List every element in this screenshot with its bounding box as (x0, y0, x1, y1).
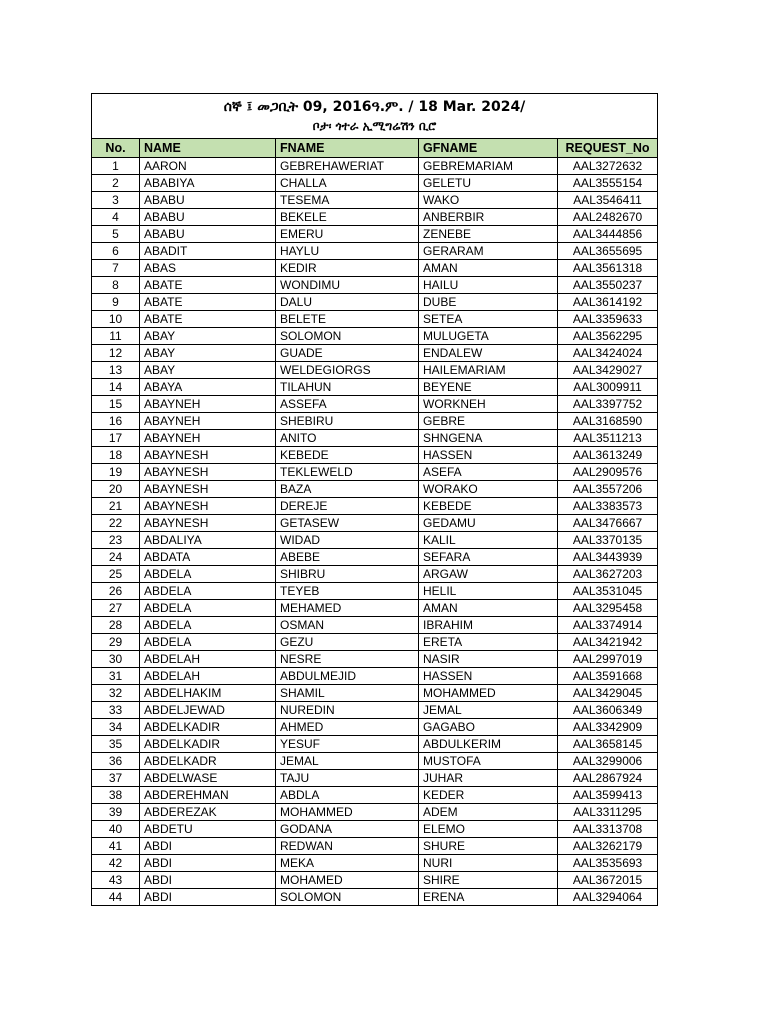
cell-name: ABDELAH (140, 668, 276, 685)
column-header-request: REQUEST_No (558, 139, 658, 158)
cell-request: AAL3535693 (558, 855, 658, 872)
cell-request: AAL3429045 (558, 685, 658, 702)
cell-no: 29 (92, 634, 140, 651)
cell-request: AAL2997019 (558, 651, 658, 668)
cell-gfname: HAILU (419, 277, 558, 294)
cell-name: ABAYNEH (140, 430, 276, 447)
table-row (92, 855, 658, 872)
table-row (92, 430, 658, 447)
appointment-table (91, 93, 658, 906)
cell-no: 2 (92, 175, 140, 192)
cell-fname: SHAMIL (276, 685, 419, 702)
column-header-fname: FNAME (276, 139, 419, 158)
cell-fname: KEDIR (276, 260, 419, 277)
table-body (92, 158, 658, 906)
column-header-name: NAME (140, 139, 276, 158)
cell-no: 42 (92, 855, 140, 872)
cell-no: 16 (92, 413, 140, 430)
table-row (92, 787, 658, 804)
cell-request: AAL3627203 (558, 566, 658, 583)
cell-fname: YESUF (276, 736, 419, 753)
cell-name: AARON (140, 158, 276, 175)
cell-request: AAL3294064 (558, 889, 658, 906)
cell-name: ABAYNEH (140, 396, 276, 413)
cell-request: AAL2867924 (558, 770, 658, 787)
cell-no: 3 (92, 192, 140, 209)
cell-request: AAL3168590 (558, 413, 658, 430)
cell-no: 33 (92, 702, 140, 719)
cell-name: ABAYNESH (140, 464, 276, 481)
cell-gfname: ASEFA (419, 464, 558, 481)
table-row (92, 821, 658, 838)
table-row (92, 600, 658, 617)
cell-no: 39 (92, 804, 140, 821)
cell-no: 41 (92, 838, 140, 855)
table-row (92, 651, 658, 668)
cell-gfname: ANBERBIR (419, 209, 558, 226)
cell-request: AAL3531045 (558, 583, 658, 600)
cell-name: ABDI (140, 855, 276, 872)
table-row (92, 294, 658, 311)
cell-name: ABDATA (140, 549, 276, 566)
cell-name: ABDETU (140, 821, 276, 838)
table-row (92, 753, 658, 770)
cell-gfname: GEBREMARIAM (419, 158, 558, 175)
table-row (92, 889, 658, 906)
cell-gfname: GAGABO (419, 719, 558, 736)
cell-request: AAL3550237 (558, 277, 658, 294)
cell-request: AAL3370135 (558, 532, 658, 549)
cell-name: ABABU (140, 209, 276, 226)
title-date: ሰኞ ፤ መጋቢት 09, 2016ዓ.ም. / 18 Mar. 2024/ (223, 99, 526, 115)
cell-no: 25 (92, 566, 140, 583)
cell-request: AAL2482670 (558, 209, 658, 226)
table-row (92, 226, 658, 243)
table-row (92, 583, 658, 600)
cell-gfname: ENDALEW (419, 345, 558, 362)
table-row (92, 379, 658, 396)
cell-request: AAL3424024 (558, 345, 658, 362)
cell-gfname: MOHAMMED (419, 685, 558, 702)
cell-request: AAL3672015 (558, 872, 658, 889)
cell-gfname: ADEM (419, 804, 558, 821)
cell-no: 5 (92, 226, 140, 243)
cell-name: ABAYNESH (140, 447, 276, 464)
table-row (92, 566, 658, 583)
cell-fname: WELDEGIORGS (276, 362, 419, 379)
cell-fname: ABDLA (276, 787, 419, 804)
cell-gfname: BEYENE (419, 379, 558, 396)
table-row (92, 396, 658, 413)
table-row (92, 277, 658, 294)
table-row (92, 498, 658, 515)
cell-fname: SOLOMON (276, 889, 419, 906)
cell-name: ABDI (140, 872, 276, 889)
table-row (92, 362, 658, 379)
cell-gfname: ZENEBE (419, 226, 558, 243)
cell-fname: GEZU (276, 634, 419, 651)
cell-fname: TAJU (276, 770, 419, 787)
table-row (92, 668, 658, 685)
cell-gfname: HASSEN (419, 447, 558, 464)
cell-gfname: NASIR (419, 651, 558, 668)
cell-no: 7 (92, 260, 140, 277)
cell-request: AAL3262179 (558, 838, 658, 855)
cell-name: ABDELA (140, 583, 276, 600)
table-row (92, 345, 658, 362)
table-row (92, 685, 658, 702)
cell-request: AAL3591668 (558, 668, 658, 685)
cell-no: 1 (92, 158, 140, 175)
table-row (92, 617, 658, 634)
cell-no: 32 (92, 685, 140, 702)
cell-name: ABABU (140, 226, 276, 243)
cell-name: ABABIYA (140, 175, 276, 192)
cell-gfname: KEDER (419, 787, 558, 804)
cell-no: 13 (92, 362, 140, 379)
cell-name: ABDI (140, 889, 276, 906)
cell-name: ABATE (140, 277, 276, 294)
cell-fname: AHMED (276, 719, 419, 736)
cell-fname: BAZA (276, 481, 419, 498)
cell-gfname: IBRAHIM (419, 617, 558, 634)
cell-name: ABDEREZAK (140, 804, 276, 821)
cell-fname: CHALLA (276, 175, 419, 192)
cell-fname: MEHAMED (276, 600, 419, 617)
cell-gfname: WORKNEH (419, 396, 558, 413)
cell-no: 43 (92, 872, 140, 889)
cell-fname: TEYEB (276, 583, 419, 600)
cell-no: 40 (92, 821, 140, 838)
cell-gfname: MULUGETA (419, 328, 558, 345)
cell-no: 11 (92, 328, 140, 345)
table-row (92, 532, 658, 549)
cell-name: ABDELA (140, 600, 276, 617)
cell-request: AAL3562295 (558, 328, 658, 345)
cell-request: AAL3374914 (558, 617, 658, 634)
cell-fname: JEMAL (276, 753, 419, 770)
cell-request: AAL3511213 (558, 430, 658, 447)
table-row (92, 447, 658, 464)
cell-gfname: GELETU (419, 175, 558, 192)
table-row (92, 872, 658, 889)
cell-gfname: ERETA (419, 634, 558, 651)
cell-name: ABAYA (140, 379, 276, 396)
cell-fname: MEKA (276, 855, 419, 872)
cell-request: AAL3272632 (558, 158, 658, 175)
cell-fname: ABEBE (276, 549, 419, 566)
cell-gfname: GEDAMU (419, 515, 558, 532)
cell-fname: ANITO (276, 430, 419, 447)
cell-fname: SHEBIRU (276, 413, 419, 430)
table-row (92, 413, 658, 430)
cell-no: 15 (92, 396, 140, 413)
cell-request: AAL3557206 (558, 481, 658, 498)
cell-no: 8 (92, 277, 140, 294)
cell-request: AAL2909576 (558, 464, 658, 481)
table-row (92, 175, 658, 192)
cell-gfname: HAILEMARIAM (419, 362, 558, 379)
cell-fname: MOHAMMED (276, 804, 419, 821)
cell-request: AAL3613249 (558, 447, 658, 464)
cell-no: 10 (92, 311, 140, 328)
cell-fname: WIDAD (276, 532, 419, 549)
cell-request: AAL3009911 (558, 379, 658, 396)
cell-no: 24 (92, 549, 140, 566)
cell-fname: GUADE (276, 345, 419, 362)
cell-request: AAL3313708 (558, 821, 658, 838)
cell-no: 35 (92, 736, 140, 753)
cell-request: AAL3655695 (558, 243, 658, 260)
cell-request: AAL3342909 (558, 719, 658, 736)
table-row (92, 515, 658, 532)
cell-gfname: HASSEN (419, 668, 558, 685)
cell-request: AAL3658145 (558, 736, 658, 753)
cell-name: ABDELKADR (140, 753, 276, 770)
cell-no: 23 (92, 532, 140, 549)
cell-name: ABDELA (140, 617, 276, 634)
table-row (92, 549, 658, 566)
cell-gfname: KALIL (419, 532, 558, 549)
cell-fname: OSMAN (276, 617, 419, 634)
cell-gfname: ARGAW (419, 566, 558, 583)
table-row (92, 243, 658, 260)
cell-no: 17 (92, 430, 140, 447)
cell-name: ABATE (140, 294, 276, 311)
cell-no: 38 (92, 787, 140, 804)
cell-no: 21 (92, 498, 140, 515)
cell-gfname: NURI (419, 855, 558, 872)
cell-gfname: WAKO (419, 192, 558, 209)
cell-request: AAL3599413 (558, 787, 658, 804)
cell-gfname: ABDULKERIM (419, 736, 558, 753)
cell-name: ABDI (140, 838, 276, 855)
cell-name: ABAYNESH (140, 498, 276, 515)
cell-request: AAL3443939 (558, 549, 658, 566)
cell-request: AAL3397752 (558, 396, 658, 413)
cell-gfname: SETEA (419, 311, 558, 328)
table-row (92, 158, 658, 175)
cell-fname: BELETE (276, 311, 419, 328)
table-row (92, 209, 658, 226)
cell-fname: GODANA (276, 821, 419, 838)
cell-no: 30 (92, 651, 140, 668)
cell-fname: TILAHUN (276, 379, 419, 396)
cell-name: ABDELHAKIM (140, 685, 276, 702)
table-row (92, 838, 658, 855)
cell-name: ABDELA (140, 634, 276, 651)
cell-request: AAL3383573 (558, 498, 658, 515)
cell-gfname: SEFARA (419, 549, 558, 566)
cell-no: 4 (92, 209, 140, 226)
cell-request: AAL3476667 (558, 515, 658, 532)
cell-fname: KEBEDE (276, 447, 419, 464)
cell-request: AAL3444856 (558, 226, 658, 243)
cell-no: 14 (92, 379, 140, 396)
cell-gfname: SHURE (419, 838, 558, 855)
cell-request: AAL3546411 (558, 192, 658, 209)
cell-no: 19 (92, 464, 140, 481)
cell-name: ABDELKADIR (140, 719, 276, 736)
cell-name: ABDALIYA (140, 532, 276, 549)
cell-fname: DEREJE (276, 498, 419, 515)
cell-request: AAL3421942 (558, 634, 658, 651)
cell-name: ABABU (140, 192, 276, 209)
cell-no: 26 (92, 583, 140, 600)
column-header-row (92, 139, 658, 158)
table-row (92, 311, 658, 328)
cell-gfname: SHNGENA (419, 430, 558, 447)
cell-no: 27 (92, 600, 140, 617)
cell-fname: MOHAMED (276, 872, 419, 889)
cell-gfname: WORAKO (419, 481, 558, 498)
cell-gfname: JUHAR (419, 770, 558, 787)
cell-fname: DALU (276, 294, 419, 311)
cell-no: 28 (92, 617, 140, 634)
cell-no: 37 (92, 770, 140, 787)
cell-no: 9 (92, 294, 140, 311)
cell-no: 36 (92, 753, 140, 770)
cell-fname: NESRE (276, 651, 419, 668)
cell-gfname: JEMAL (419, 702, 558, 719)
cell-gfname: DUBE (419, 294, 558, 311)
cell-request: AAL3295458 (558, 600, 658, 617)
cell-no: 44 (92, 889, 140, 906)
title-location: ቦታ፡ ጎተራ ኢሚግሬሽን ቢሮ (312, 119, 437, 133)
cell-name: ABADIT (140, 243, 276, 260)
cell-fname: BEKELE (276, 209, 419, 226)
cell-gfname: AMAN (419, 260, 558, 277)
cell-request: AAL3561318 (558, 260, 658, 277)
cell-name: ABAY (140, 345, 276, 362)
table-row (92, 804, 658, 821)
cell-fname: REDWAN (276, 838, 419, 855)
cell-name: ABATE (140, 311, 276, 328)
cell-gfname: HELIL (419, 583, 558, 600)
table-row (92, 481, 658, 498)
cell-request: AAL3555154 (558, 175, 658, 192)
cell-gfname: ELEMO (419, 821, 558, 838)
table-row (92, 770, 658, 787)
cell-gfname: MUSTOFA (419, 753, 558, 770)
cell-gfname: KEBEDE (419, 498, 558, 515)
table-row (92, 736, 658, 753)
cell-request: AAL3299006 (558, 753, 658, 770)
cell-name: ABAS (140, 260, 276, 277)
cell-name: ABAY (140, 362, 276, 379)
cell-gfname: SHIRE (419, 872, 558, 889)
cell-fname: TEKLEWELD (276, 464, 419, 481)
cell-gfname: GEBRE (419, 413, 558, 430)
cell-no: 6 (92, 243, 140, 260)
cell-name: ABAY (140, 328, 276, 345)
cell-fname: GEBREHAWERIAT (276, 158, 419, 175)
cell-fname: SOLOMON (276, 328, 419, 345)
cell-name: ABAYNESH (140, 515, 276, 532)
cell-name: ABDEREHMAN (140, 787, 276, 804)
document-sheet (91, 93, 657, 906)
cell-fname: ASSEFA (276, 396, 419, 413)
cell-fname: TESEMA (276, 192, 419, 209)
cell-no: 22 (92, 515, 140, 532)
cell-gfname: GERARAM (419, 243, 558, 260)
cell-fname: SHIBRU (276, 566, 419, 583)
table-row (92, 702, 658, 719)
table-row (92, 464, 658, 481)
cell-request: AAL3311295 (558, 804, 658, 821)
cell-fname: HAYLU (276, 243, 419, 260)
cell-no: 20 (92, 481, 140, 498)
cell-name: ABDELA (140, 566, 276, 583)
cell-name: ABDELAH (140, 651, 276, 668)
cell-fname: NUREDIN (276, 702, 419, 719)
cell-no: 31 (92, 668, 140, 685)
document-title (92, 94, 658, 139)
cell-request: AAL3606349 (558, 702, 658, 719)
cell-request: AAL3614192 (558, 294, 658, 311)
table-row (92, 260, 658, 277)
cell-no: 34 (92, 719, 140, 736)
column-header-gfname: GFNAME (419, 139, 558, 158)
cell-gfname: ERENA (419, 889, 558, 906)
table-row (92, 192, 658, 209)
table-row (92, 634, 658, 651)
cell-fname: GETASEW (276, 515, 419, 532)
cell-name: ABDELKADIR (140, 736, 276, 753)
cell-name: ABAYNEH (140, 413, 276, 430)
cell-no: 18 (92, 447, 140, 464)
table-row (92, 328, 658, 345)
cell-request: AAL3359633 (558, 311, 658, 328)
table-row (92, 719, 658, 736)
cell-name: ABAYNESH (140, 481, 276, 498)
title-row (92, 94, 658, 139)
cell-request: AAL3429027 (558, 362, 658, 379)
cell-fname: EMERU (276, 226, 419, 243)
cell-name: ABDELJEWAD (140, 702, 276, 719)
cell-no: 12 (92, 345, 140, 362)
cell-fname: ABDULMEJID (276, 668, 419, 685)
cell-name: ABDELWASE (140, 770, 276, 787)
cell-fname: WONDIMU (276, 277, 419, 294)
cell-gfname: AMAN (419, 600, 558, 617)
column-header-no: No. (92, 139, 140, 158)
